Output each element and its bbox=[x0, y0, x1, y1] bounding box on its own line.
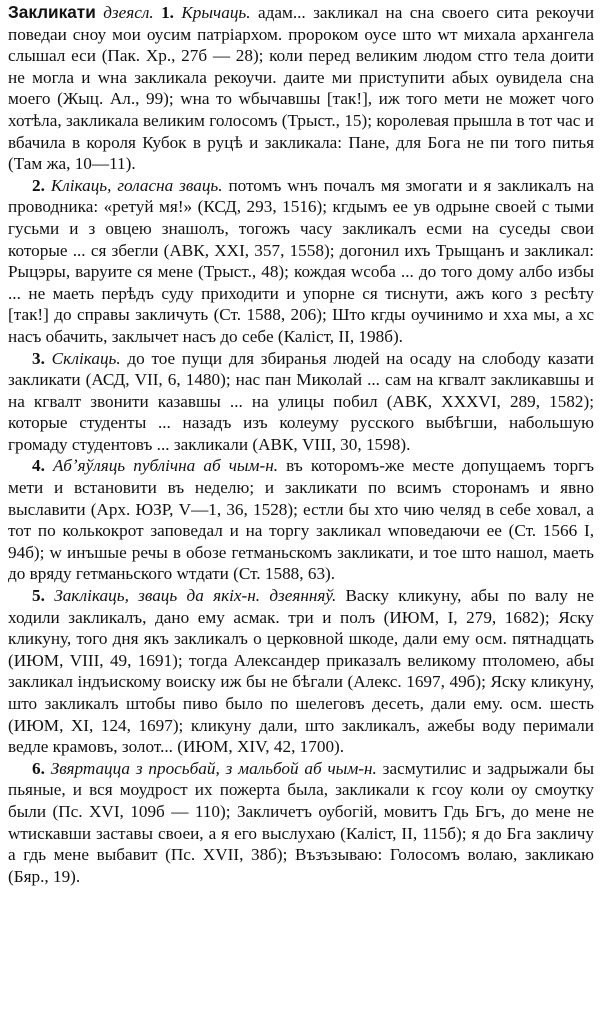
sense-gloss: Звяртацца з просьбай, з мальбой аб чым-н. bbox=[50, 758, 377, 778]
sense-citations: адам... закликал на сна своего сита рекоучи поведаи сноу мои оусим патріархом. пророком оусе што wт михала архангела слышал еси (Пак. Хр., 27б — 28); коли перед великим людом стго тела доити не могла и wна закликала рекоучи. даите ми приступити абых оувидела сна моего (Жыц. Ал., 99); wна то wбычавшы [так!], иж того мети не может чого хотѣла, закликала великим голосомъ (Трыст., 15); королевая прышла в тот час и вбачила в короля Кубок в руцѣ и закликала: Пане, для Бога не пи того питья (Там жа, 10—11). bbox=[8, 3, 595, 174]
sense-number: 3. bbox=[32, 348, 45, 368]
sense-gloss: Абʼяўляць публічна аб чым-н. bbox=[53, 456, 279, 476]
sense-gloss: Заклікаць, зваць да якіх-н. дзеянняў. bbox=[54, 586, 337, 606]
sense-4 bbox=[8, 455, 594, 585]
sense-3 bbox=[8, 348, 594, 456]
sense-gloss: Клікаць, голасна зваць. bbox=[50, 175, 223, 195]
sense-gloss: Склікаць. bbox=[51, 348, 121, 368]
sense-2 bbox=[8, 175, 594, 348]
sense-number: 5. bbox=[32, 586, 45, 606]
sense-number: 2. bbox=[32, 175, 45, 195]
sense-citations: въ которомъ-же месте допущаемъ торгъ мети и встановити въ неделю; и закликати по всимъ сторонамъ и явно выславити (Арх. ЮЗР, V—1, 36, 1528); естли бы хто чию челяд в себе ховал, а тот по колькокрот заповедал и на торгу закликал wповедаючи ее (Ст. 1566 I, 94б); w инъшые речы в обозе гетманьскомъ закликати, и тое што нашол, маеть до вряду гетманьского wтдати (Ст. 1588, 63). bbox=[8, 456, 595, 584]
sense-number: 1. bbox=[161, 3, 174, 22]
sense-citations: Васку кликуну, абы по валу не ходили закликалъ, дано ему асмак. три и полъ (ИЮМ, I, 279, 1682); Яску кликуну, того дня якъ закликалъ о церковной шкоде, дали ему осм. пятнадцать (ИЮМ, VIII, 49, 1691); тогда Александер приказалъ великому птоломею, абы закликал індъискому воиску иж бы не бѣгали (Алекс. 1697, 49б); Яску кликуну, што закликалъ штобы пиво было по шелеговъ десеть, дали ему. осм. шесть (ИЮМ, XI, 124, 1697); кликуну дали, што закликалъ, ажебы воду перимали ведле крамовъ, золот... (ИЮМ, XIV, 42, 1700). bbox=[8, 586, 595, 757]
sense-number: 4. bbox=[32, 456, 45, 476]
part-of-speech: дзеясл. bbox=[103, 3, 154, 22]
sense-citations: до тое пущи для збиранья людей на осаду на слободу казати закликати (АСД, VII, 6, 1480); нас пан Миколай ... сам на кгвалт закликавшы и на кгвалт звонити казавшы ... на улицы побил (АВК, XXXVI, 289, 1582); которые студенты ... назадъ изъ колеуму русского выбѣгши, набольшую громаду студентовъ ... закликали (АВК, VIII, 30, 1598). bbox=[8, 348, 595, 454]
sense-6 bbox=[8, 758, 594, 888]
sense-citations: засмутилис и задрыжали бы пьяные, и вся моудрост их пожерта была, закликали к гсоу коли оу смоутку были (Пс. XVI, 109б — 110); Закличетъ оубогій, мовитъ Гдь Бгъ, до мене не wтискавши заставы своеи, а я его выслухаю (Каліст, II, 115б); я до Бга закличу а гдь мене выбавит (Пс. XVII, 38б); Възъзываю: Голосомъ волаю, закликаю (Бяр., 19). bbox=[8, 758, 595, 886]
entry-headword: Закликати bbox=[8, 2, 96, 22]
sense-5 bbox=[8, 585, 594, 758]
sense-citations: потомъ wнъ почалъ мя змогати и я закликалъ на проводника: «ретуй мя!» (КСД, 293, 1516); кгдымъ ее ув одрыне своей с тыми гусьми и з овцею знашолъ, тогожъ часу закликалъ есми на суседы свои которые ... ся збегли (АВК, XXI, 357, 1558); догонил ихъ Трыщанъ и закликал: Рыцэры, варуите ся мене (Трыст., 48); кождая wсоба ... до того дому албо избы ... не маеть перѣдъ суду приходити и упорне ся тиснути, ажъ кого з ресѣту [так!] до справы закличуть (Ст. 1588, 206); Што кгды оучинимо и хха мы, а хс насъ обачить, заклычет насъ до себе (Каліст, II, 198б). bbox=[8, 175, 594, 346]
sense-gloss: Крычаць. bbox=[181, 3, 251, 22]
sense-1 bbox=[8, 2, 594, 175]
sense-number: 6. bbox=[32, 758, 45, 778]
